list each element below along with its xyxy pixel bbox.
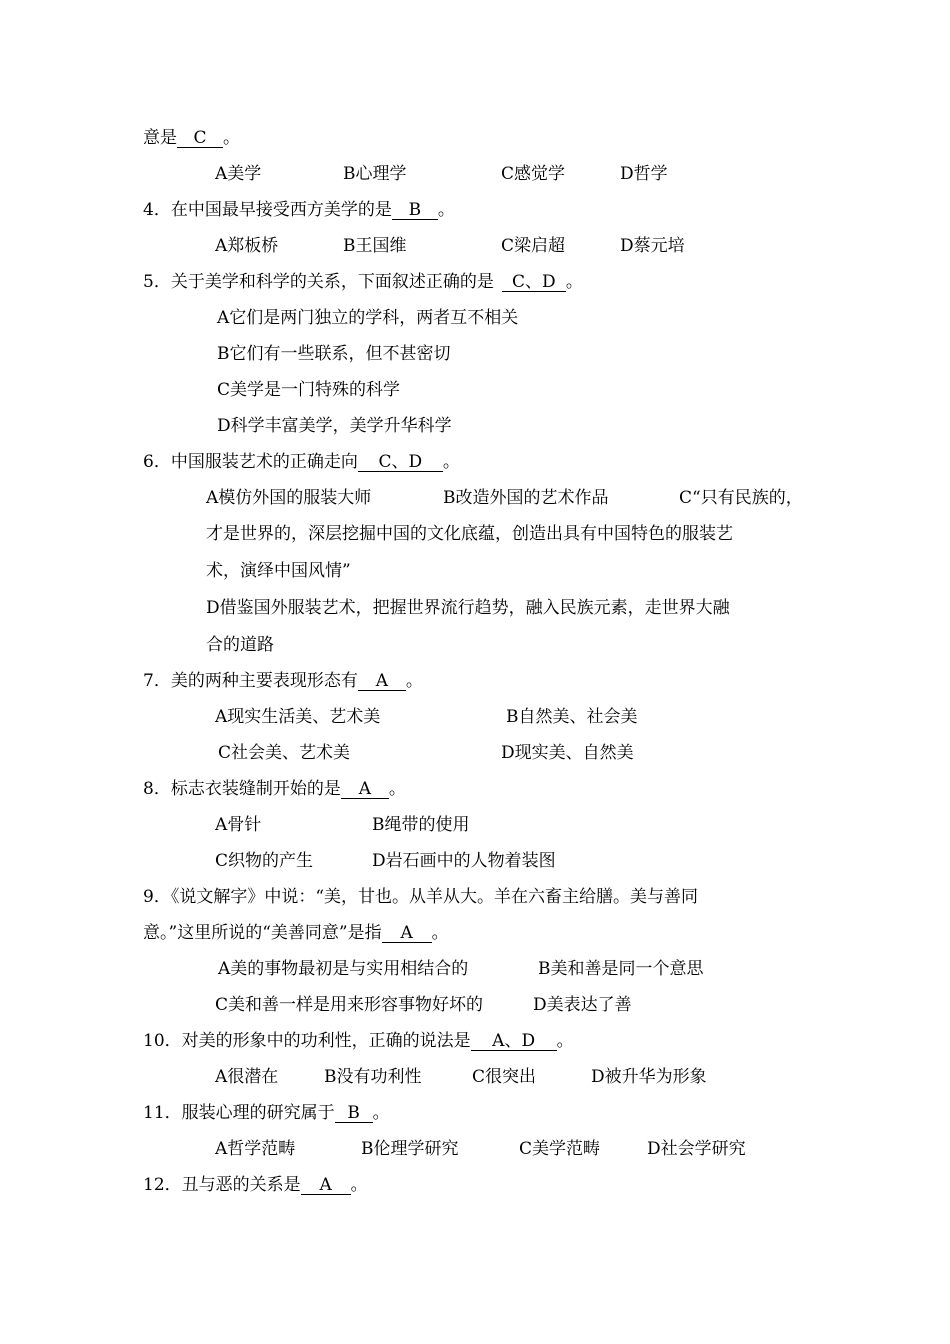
q6-option-d-line2: 合的道路 bbox=[206, 635, 274, 655]
q7-option-c: C社会美、艺术美 bbox=[218, 743, 351, 763]
q9-answer: A bbox=[382, 924, 432, 943]
q8-option-b: B绳带的使用 bbox=[372, 815, 470, 835]
q11-stem: 11．服装心理的研究属于 bbox=[143, 1103, 335, 1123]
q11-end: 。 bbox=[372, 1103, 390, 1123]
q4-option-d: D蔡元培 bbox=[620, 236, 685, 256]
q9-option-c: C美和善一样是用来形容事物好坏的 bbox=[215, 995, 484, 1015]
q4-end: 。 bbox=[437, 200, 455, 220]
q8-question bbox=[143, 778, 406, 800]
q9-question bbox=[143, 922, 449, 944]
q9-end: 。 bbox=[431, 923, 449, 943]
q11-answer: B bbox=[335, 1104, 373, 1123]
q5-stem: 5．关于美学和科学的关系，下面叙述正确的是 bbox=[143, 272, 494, 292]
q8-option-d: D岩石画中的人物着装图 bbox=[372, 851, 556, 871]
q3-answer: C bbox=[177, 129, 223, 148]
q3-option-a: A美学 bbox=[215, 164, 262, 184]
q11-option-b: B伦理学研究 bbox=[361, 1139, 459, 1159]
q6-option-d-line1: D借鉴国外服装艺术，把握世界流行趋势，融入民族元素，走世界大融 bbox=[206, 598, 730, 618]
q9-option-a: A美的事物最初是与实用相结合的 bbox=[218, 959, 469, 979]
q7-stem: 7．美的两种主要表现形态有 bbox=[143, 671, 358, 691]
q10-stem: 10．对美的形象中的功利性，正确的说法是 bbox=[143, 1031, 471, 1051]
q10-option-b: B没有功利性 bbox=[324, 1067, 422, 1087]
q5-end: 。 bbox=[565, 272, 583, 292]
q6-answer: C、D bbox=[358, 453, 443, 472]
q11-options bbox=[215, 1138, 746, 1160]
q12-answer: A bbox=[301, 1176, 351, 1195]
q8-answer: A bbox=[341, 780, 389, 799]
q7-option-b: B自然美、社会美 bbox=[506, 707, 638, 727]
q3-options bbox=[215, 163, 668, 185]
q10-option-d: D被升华为形象 bbox=[591, 1067, 707, 1087]
q7-end: 。 bbox=[405, 671, 423, 691]
q4-answer: B bbox=[392, 201, 438, 220]
q10-question bbox=[143, 1030, 574, 1052]
q11-option-c: C美学范畴 bbox=[519, 1139, 601, 1159]
q7-option-d: D现实美、自然美 bbox=[501, 743, 634, 763]
q8-option-a: A骨针 bbox=[215, 815, 262, 835]
q10-end: 。 bbox=[556, 1031, 574, 1051]
q5-option-b: B它们有一些联系，但不甚密切 bbox=[217, 344, 451, 364]
q6-question bbox=[143, 451, 460, 473]
q3-tail-text: 意是 bbox=[143, 128, 177, 148]
q7-question bbox=[143, 670, 423, 692]
q5-answer: C、D bbox=[502, 273, 566, 292]
q8-options-row1 bbox=[215, 814, 470, 836]
q5-option-d: D科学丰富美学，美学升华科学 bbox=[217, 416, 452, 436]
q11-question bbox=[143, 1102, 390, 1124]
q6-option-a: A模仿外国的服装大师 bbox=[206, 488, 372, 508]
q9-option-b: B美和善是同一个意思 bbox=[538, 959, 704, 979]
q3-end: 。 bbox=[223, 128, 240, 148]
q6-option-c-line3: 术，演绎中国风情” bbox=[206, 561, 351, 581]
q6-option-c-line2: 才是世界的，深层挖掘中国的文化底蕴，创造出具有中国特色的服装艺 bbox=[206, 524, 733, 544]
q7-answer: A bbox=[358, 672, 406, 691]
q8-end: 。 bbox=[388, 779, 406, 799]
q4-option-a: A郑板桥 bbox=[215, 236, 279, 256]
q5-option-c: C美学是一门特殊的科学 bbox=[217, 380, 401, 400]
q4-question bbox=[143, 199, 455, 221]
q3-option-c: C感觉学 bbox=[501, 164, 566, 184]
q6-stem: 6．中国服装艺术的正确走向 bbox=[143, 452, 358, 472]
q9-stem-line2: 意。”这里所说的“美善同意”是指 bbox=[143, 923, 382, 943]
q8-options-row2 bbox=[215, 850, 556, 872]
q4-options bbox=[215, 235, 685, 257]
q11-option-d: D社会学研究 bbox=[647, 1139, 746, 1159]
q4-option-b: B王国维 bbox=[343, 236, 407, 256]
q8-option-c: C织物的产生 bbox=[215, 851, 314, 871]
q4-option-c: C梁启超 bbox=[501, 236, 566, 256]
q10-option-c: C很突出 bbox=[472, 1067, 537, 1087]
q10-options bbox=[215, 1066, 707, 1088]
q3-option-d: D哲学 bbox=[620, 164, 668, 184]
q3-tail-line bbox=[143, 127, 240, 149]
q6-option-b: B改造外国的艺术作品 bbox=[443, 488, 609, 508]
q7-options-row2 bbox=[218, 742, 634, 764]
q6-end: 。 bbox=[442, 452, 460, 472]
q10-option-a: A很潜在 bbox=[215, 1067, 279, 1087]
q8-stem: 8．标志衣装缝制开始的是 bbox=[143, 779, 341, 799]
q9-options-row1 bbox=[218, 958, 704, 980]
q4-stem: 4．在中国最早接受西方美学的是 bbox=[143, 200, 392, 220]
q5-option-a: A它们是两门独立的学科，两者互不相关 bbox=[217, 308, 519, 328]
q9-options-row2 bbox=[215, 994, 632, 1016]
q6-option-c-line1: C“只有民族的， bbox=[679, 488, 803, 508]
q3-option-b: B心理学 bbox=[343, 164, 407, 184]
q9-stem-line1: 9．《说文解字》中说：“美，甘也。从羊从大。羊在六畜主给膳。美与善同 bbox=[143, 887, 699, 907]
q10-answer: A、D bbox=[471, 1032, 557, 1051]
q12-stem: 12．丑与恶的关系是 bbox=[143, 1175, 301, 1195]
q7-options-row1 bbox=[215, 706, 638, 728]
q11-option-a: A哲学范畴 bbox=[215, 1139, 296, 1159]
q6-options-row bbox=[206, 487, 803, 509]
q12-end: 。 bbox=[350, 1175, 368, 1195]
q9-option-d: D美表达了善 bbox=[533, 995, 632, 1015]
q12-question bbox=[143, 1174, 368, 1196]
q7-option-a: A现实生活美、艺术美 bbox=[215, 707, 381, 727]
q5-question bbox=[143, 271, 583, 293]
